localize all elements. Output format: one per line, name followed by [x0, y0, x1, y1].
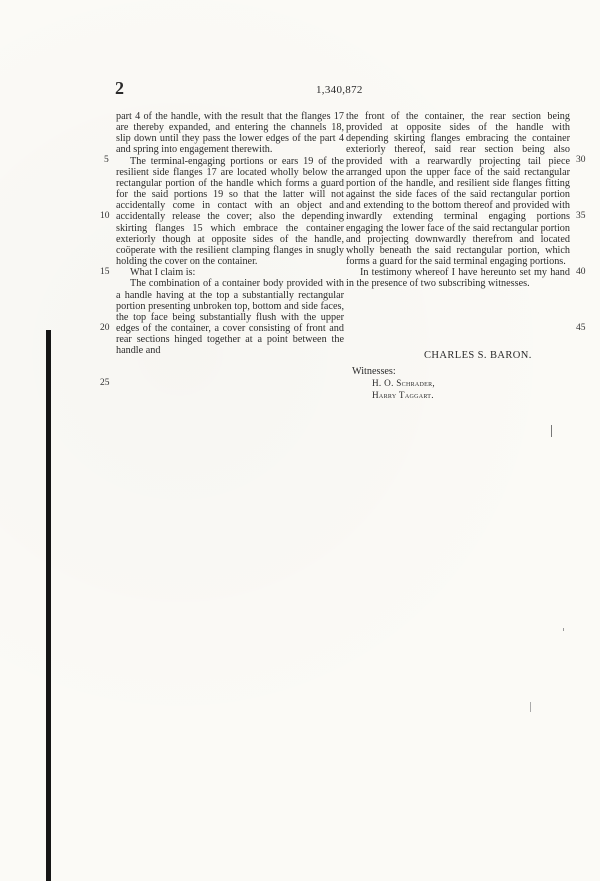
line-number: 20: [100, 323, 110, 333]
line-number: 45: [576, 323, 586, 333]
line-number: 40: [576, 267, 586, 277]
left-paragraph: part 4 of the handle, with the result that the flanges 17 are thereby expanded, and entering the channels 18, slip down until they pass the lower edges of the part 4 and spring into engagement therewith.: [116, 111, 344, 156]
line-number: 15: [100, 267, 110, 277]
scan-mark: [563, 628, 564, 631]
left-text-column: [116, 111, 344, 356]
testimony-paragraph: In testimony whereof I have hereunto set my hand in the presence of two subscribing witnesses.: [346, 267, 570, 290]
right-paragraph: the front of the container, the rear section being provided at opposite sides of the handle with depending skirting flanges embracing the container exteriorly thereof, said rear section being also provided with a rearwardly projecting tail piece arranged upon the upper face of the said rectangular portion of the handle, and resilient side flanges fitting against the side faces of the said rectangular portion and extending to the bottom thereof and provided with inwardly extending terminal engaging portions engaging the lower face of the said rectangular portion and projecting downwardly therefrom and located wholly beneath the said rectangular portion, which forms a guard for the said terminal engaging portions.: [346, 111, 570, 268]
witness-name: H. O. Schrader,: [372, 378, 436, 388]
line-number: 35: [576, 211, 586, 221]
inventor-signature: CHARLES S. BARON.: [424, 350, 532, 361]
patent-number: 1,340,872: [316, 84, 363, 96]
line-number: 10: [100, 211, 110, 221]
right-text-column: [346, 111, 570, 290]
line-number: 25: [100, 378, 110, 388]
scan-mark: [530, 702, 531, 712]
left-paragraph: The terminal-engaging portions or ears 19 of the resilient side flanges 17 are located wholly below the rectangular portion of the handle which forms a guard for the said portions 19 so that the latter will not accidentally come in contact with an object and accidentally release the cover; also the depending skirting flanges 15 which embrace the container exteriorly though at opposite sides of the handle, coöperate with the resilient clamping flanges in snugly holding the cover on the container.: [116, 155, 344, 268]
page-number: 2: [115, 78, 124, 98]
line-number: 5: [104, 155, 109, 165]
witness-name: Harry Taggart.: [372, 390, 434, 400]
line-number: 30: [576, 155, 586, 165]
witnesses-label: Witnesses:: [352, 366, 396, 377]
scan-mark: [551, 425, 552, 437]
claim-heading: What I claim is:: [130, 267, 196, 279]
scan-edge-bar: [46, 330, 51, 881]
claim-text: The combination of a container body provided with a handle having at the top a substantially rectangular portion presenting unbroken top, bottom and side faces, the top face being substantially flush with the upper edges of the container, a cover consisting of front and rear sections hinged together at a point between the handle and: [116, 278, 344, 357]
